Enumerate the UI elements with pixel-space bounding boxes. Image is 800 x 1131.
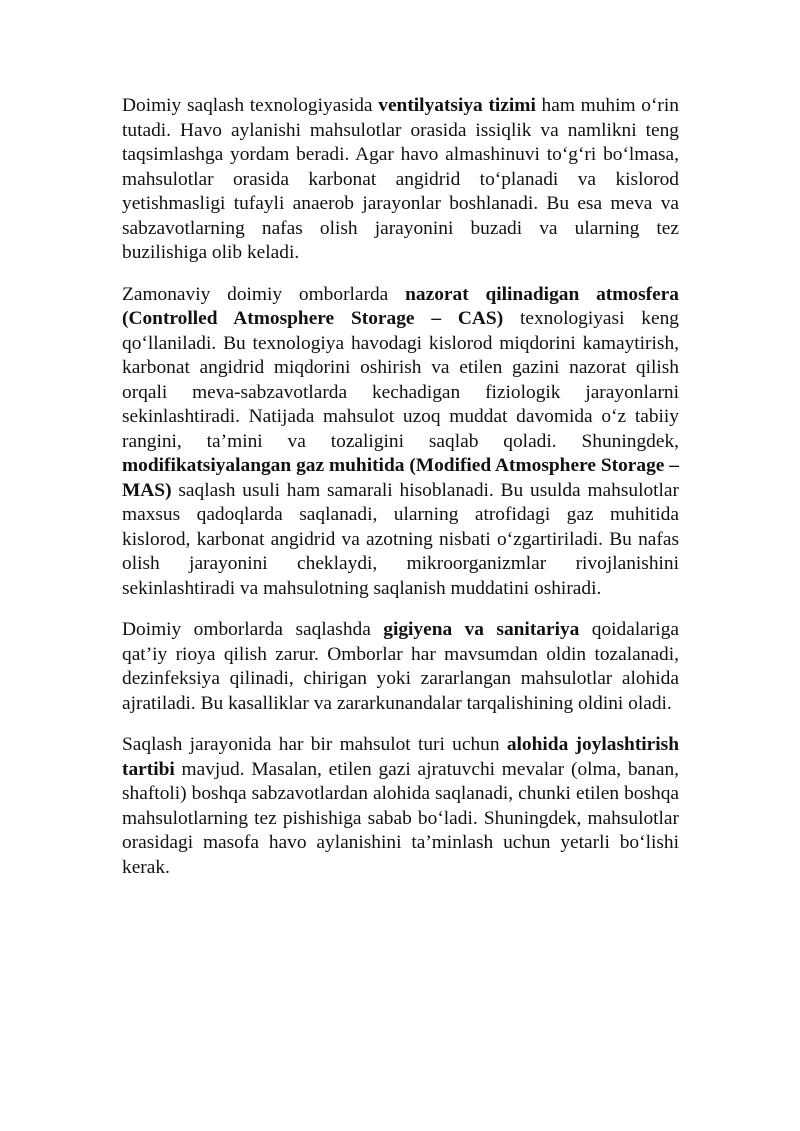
text-run: mavjud. Masalan, etilen gazi ajratuvchi mevalar (olma, banan, shaftoli) boshqa sabzavotlardan alohida saqlanadi, chunki etilen boshqa mahsulotlarning tez pishishiga sabab bo‘ladi. Shuningdek, mahsulotlar orasidagi masofa havo aylanishini ta’minlash uchun yetarli bo‘lishi kerak.	[122, 758, 679, 878]
text-run: Doimiy saqlash texnologiyasida	[122, 95, 379, 116]
text-run: Zamonaviy doimiy omborlarda	[122, 283, 406, 305]
bold-term: ventilyatsiya tizimi	[378, 95, 536, 116]
text-run: Doimiy omborlarda saqlashda	[122, 619, 384, 640]
bold-term: modifikatsiyalangan gaz muhitida (Modified Atmosphere Storage – MAS)	[122, 455, 679, 501]
paragraph-placement-order	[122, 733, 679, 880]
text-run: texnologiyasi keng qo‘llaniladi. Bu texnologiya havodagi kislorod miqdorini kamaytirish, karbonat angidrid miqdorini oshirish va etilen gazini nazorat qilish orqali meva-sabzavotlarda kechadigan fiziologik jarayonlarni sekinlashtiradi. Natijada mahsulot uzoq muddat davomida o‘z tabiiy rangini, ta’mini va tozaligini saqlab qoladi. Shuningdek,	[122, 308, 679, 452]
text-run: ham muhim o‘rin tutadi. Havo aylanishi mahsulotlar orasida issiqlik va namlikni teng taqsimlashga yordam beradi. Agar havo almashinuvi to‘g‘ri bo‘lmasa, mahsulotlar orasida karbonat angidrid to‘planadi va kislorod yetishmasligi tufayli anaerob jarayonlar boshlanadi. Bu esa meva va sabzavotlarning nafas olish jarayonini buzadi va ularning tez buzilishiga olib keladi.	[122, 95, 679, 263]
paragraph-hygiene	[122, 618, 679, 716]
bold-term: gigiyena va sanitariya	[383, 619, 580, 640]
bold-term: alohida joylashtirish tartibi	[122, 734, 679, 780]
text-run: Saqlash jarayonida har bir mahsulot turi uchun	[122, 734, 507, 755]
paragraph-ventilation	[122, 94, 679, 266]
text-run: saqlash usuli ham samarali hisoblanadi. Bu usulda mahsulotlar maxsus qadoqlarda saqlanadi, ularning atrofidagi gaz muhitida kislorod, karbonat angidrid va azotning nisbati o‘zgartiriladi. Bu nafas olish jarayonini cheklaydi, mikroorganizmlar rivojlanishini sekinlashtiradi va mahsulotning saqlanish muddatini oshiradi.	[122, 479, 679, 599]
paragraph-controlled-atmosphere	[122, 283, 679, 602]
text-run: qoidalariga qat’iy rioya qilish zarur. Omborlar har mavsumdan oldin tozalanadi, dezinfeksiya qilinadi, chirigan yoki zararlangan mahsulotlar alohida ajratiladi. Bu kasalliklar va zararkunandalar tarqalishining oldini oladi.	[122, 619, 679, 714]
document-body	[122, 94, 679, 897]
bold-term: nazorat qilinadigan atmosfera (Controlled Atmosphere Storage – CAS)	[122, 283, 679, 329]
